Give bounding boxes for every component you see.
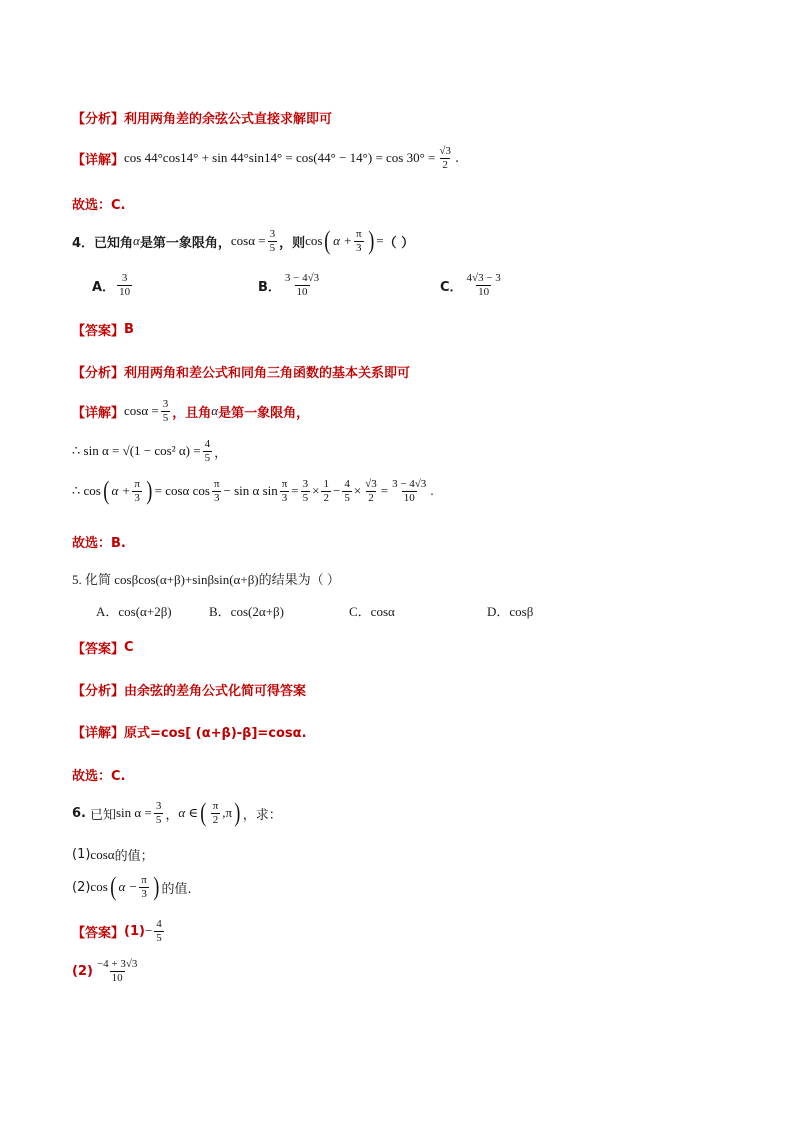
choose-text: 故选：C.	[72, 198, 126, 213]
q4-stem	[72, 228, 414, 254]
equals: =	[291, 483, 299, 499]
fraction-denominator: 2	[323, 491, 329, 504]
interval-end: ,π	[222, 805, 233, 821]
fraction-numerator: π	[281, 478, 288, 490]
q6-answer1	[72, 918, 166, 944]
option-fraction	[465, 272, 503, 298]
option-text: C．cosα	[349, 604, 395, 619]
detail-tag: 【详解】	[72, 405, 125, 421]
q4-option-b[interactable]	[258, 272, 323, 298]
interval-expression	[178, 800, 242, 826]
fraction-denominator: 10	[403, 491, 415, 504]
expand-sin: − sin α sin	[223, 483, 278, 499]
answer-label: (1)	[124, 923, 145, 939]
detail-result-fraction	[437, 145, 453, 171]
fraction-denominator: 5	[162, 411, 169, 424]
fraction-denominator: 2	[212, 813, 219, 826]
part-expression: cosα	[90, 846, 115, 862]
fraction-denominator: 10	[119, 285, 131, 298]
cos-alpha-fraction	[268, 228, 278, 254]
fraction-denominator: 10	[111, 971, 123, 984]
fraction-numerator: 3	[302, 478, 309, 490]
fraction-numerator: π	[134, 478, 140, 490]
fraction-numerator: √3	[365, 478, 377, 490]
fraction-denominator: 5	[155, 813, 162, 826]
inner-expression: α +	[111, 483, 131, 499]
right-paren: )	[153, 872, 160, 902]
answer-label: (2)	[72, 963, 93, 979]
root3-over-2	[363, 478, 379, 504]
inner-expression: α −	[118, 879, 138, 895]
times: ×	[353, 483, 362, 499]
q3-analysis	[72, 108, 332, 127]
detail-expression: cos 44°cos14° + sin 44°sin14° = cos(44° − 14°) = cos 30° =	[124, 150, 436, 166]
inner-expression: α +	[333, 233, 353, 249]
fraction-numerator: 1	[323, 478, 329, 490]
fraction-numerator: π	[356, 228, 362, 240]
fraction-numerator: 4	[204, 438, 211, 450]
part-label: (1)	[72, 847, 91, 862]
equals: =	[380, 483, 389, 499]
alpha-symbol: α	[133, 233, 140, 249]
pi-over-2	[211, 800, 221, 826]
fraction-denominator: 3	[213, 491, 220, 504]
fraction-denominator: 5	[269, 241, 276, 254]
fraction-denominator: 10	[478, 285, 490, 298]
part-tail: 的值；	[114, 849, 154, 864]
question-number: 6.	[72, 805, 86, 821]
analysis-tag: 【分析】	[72, 684, 125, 699]
choose-text: 故选：B.	[72, 536, 126, 551]
fraction-numerator: 4	[156, 918, 162, 930]
pi-over-3	[132, 478, 142, 504]
q4-choose	[72, 532, 126, 551]
left-paren: (	[110, 872, 117, 902]
final-derivation	[72, 478, 434, 504]
fraction-numerator: −4 + 3√3	[96, 958, 138, 970]
cos-alpha-fraction	[161, 398, 171, 424]
q5-analysis	[72, 680, 306, 699]
analysis-text: 利用两角和差公式和同角三角函数的基本关系即可	[124, 366, 411, 381]
q5-choose	[72, 765, 125, 784]
fraction-numerator: 3 − 4√3	[392, 478, 427, 490]
times: ×	[312, 483, 320, 499]
q3-detail	[72, 145, 459, 171]
fraction-numerator: π	[141, 874, 147, 886]
part-label: (2)	[72, 879, 91, 895]
q4-detail-line3	[72, 478, 434, 504]
left-paren: (	[103, 476, 110, 506]
left-paren: (	[324, 226, 331, 256]
cos-label: cos	[305, 233, 323, 249]
q6-part2	[72, 874, 192, 900]
sin-alpha: sin α =	[116, 805, 152, 821]
analysis-tag: 【分析】	[72, 112, 125, 127]
detail-tag: 【详解】	[72, 726, 125, 741]
pi-over-3	[354, 228, 364, 254]
analysis-tag: 【分析】	[72, 366, 125, 381]
sin-alpha-fraction	[154, 800, 164, 826]
q5-option-b[interactable]	[209, 601, 284, 620]
fraction-numerator: 4	[344, 478, 350, 490]
four-fifths	[342, 478, 352, 504]
q5-stem	[72, 569, 340, 588]
q3-choose	[72, 194, 125, 213]
fraction-numerator: √3	[439, 145, 451, 157]
option-label: C．	[440, 279, 463, 295]
answer-value: C	[124, 640, 134, 655]
detail-tail: ，且角	[172, 405, 212, 421]
answer-tag: 【答案】	[72, 925, 125, 941]
answer-tag: 【答案】	[72, 324, 125, 339]
minus: −	[332, 483, 341, 499]
part-tail: 的值.	[161, 881, 192, 897]
q4-analysis	[72, 362, 410, 381]
option-label: A．	[92, 279, 116, 295]
alpha-in: α ∈	[178, 805, 199, 821]
stem-prefix: 4．已知角	[72, 235, 134, 251]
q4-answer	[72, 320, 134, 339]
right-paren: )	[146, 476, 153, 506]
option-label: B．	[258, 279, 281, 295]
analysis-text: 由余弦的差角公式化简可得答案	[124, 684, 307, 699]
part-expression	[90, 874, 161, 900]
option-text: D．cosβ	[487, 604, 534, 619]
right-paren: )	[234, 798, 241, 828]
fraction-denominator: 2	[442, 158, 448, 171]
fraction-numerator: 3	[155, 800, 162, 812]
stem-suffix: ，求：	[242, 807, 282, 823]
analysis-text: 利用两角差的余弦公式直接求解即可	[124, 112, 333, 127]
q5-detail	[72, 722, 307, 741]
fraction-denominator: 10	[296, 285, 308, 298]
expand-cos: = cosα cos	[154, 483, 210, 499]
equals: =	[376, 233, 384, 249]
alpha-symbol: α	[211, 403, 219, 419]
option-text: B．cos(2α+β)	[209, 604, 284, 619]
fraction-denominator: 2	[368, 491, 374, 504]
stem-mid: 是第一象限角，	[139, 235, 231, 251]
comma: ，	[214, 445, 228, 461]
therefore-cos: ∴ cos	[72, 483, 101, 499]
detail-tail-2: 是第一象限角，	[218, 405, 310, 421]
q6-part1	[72, 845, 154, 864]
comma: ，	[165, 807, 179, 823]
fraction-denominator: 5	[156, 931, 162, 944]
fraction-denominator: 3	[281, 491, 288, 504]
fraction-denominator: 5	[204, 451, 211, 464]
fraction-numerator: 3 − 4√3	[284, 272, 320, 284]
answer-value: B	[124, 322, 134, 337]
q5-option-d[interactable]	[487, 601, 533, 620]
right-paren: )	[367, 226, 374, 256]
cos-expression	[305, 228, 383, 254]
fraction-numerator: 3	[121, 272, 128, 284]
stem-prefix: 已知	[89, 807, 116, 823]
fraction-numerator: 3	[269, 228, 276, 240]
answer-fraction	[95, 958, 139, 984]
fraction-denominator: 3	[141, 887, 147, 900]
q4-detail-line1	[72, 398, 309, 424]
fraction-denominator: 5	[302, 491, 309, 504]
period: .	[430, 483, 434, 499]
q4-detail-line2	[72, 438, 227, 464]
q5-answer	[72, 638, 134, 657]
minus-sign: −	[144, 923, 153, 939]
q6-stem	[72, 800, 282, 826]
q5-option-a[interactable]	[96, 601, 172, 620]
period: .	[454, 150, 460, 166]
pi-over-3	[139, 874, 149, 900]
sin-alpha-expression: ∴ sin α = √(1 − cos² α) =	[72, 443, 201, 459]
fraction-numerator: 3	[162, 398, 169, 410]
choose-text: 故选：C.	[72, 769, 126, 784]
detail-text: 原式=cos[ (α+β)-β]=cosα.	[124, 726, 307, 741]
answer-fraction	[154, 918, 164, 944]
pi-over-3	[280, 478, 290, 504]
option-text: A．cos(α+2β)	[96, 604, 172, 619]
q6-answer2	[72, 958, 141, 984]
detail-tag: 【详解】	[72, 152, 125, 168]
cos-label: cos	[90, 879, 108, 895]
cos-alpha: cosα =	[230, 233, 266, 249]
fraction-numerator: π	[213, 478, 220, 490]
sin-alpha-fraction	[203, 438, 213, 464]
fraction-denominator: 3	[134, 491, 140, 504]
option-fraction	[283, 272, 321, 298]
one-half	[321, 478, 331, 504]
fraction-denominator: 3	[356, 241, 362, 254]
q4-option-c[interactable]	[440, 272, 505, 298]
stem-text: 5. 化简 cosβcos(α+β)+sinβsin(α+β)的结果为（ ）	[72, 572, 340, 587]
result-fraction	[390, 478, 428, 504]
stem-then: ，则	[279, 235, 306, 251]
pi-over-3	[212, 478, 222, 504]
answer-tag: 【答案】	[72, 642, 125, 657]
answer-blank: （ ）	[383, 235, 415, 251]
option-fraction	[117, 272, 132, 298]
q4-option-a[interactable]	[92, 272, 134, 298]
three-fifths	[301, 478, 311, 504]
cos-alpha: cosα =	[124, 403, 159, 419]
q5-option-c[interactable]	[349, 601, 395, 620]
left-paren: (	[200, 798, 207, 828]
fraction-numerator: 4√3 − 3	[466, 272, 501, 284]
fraction-denominator: 5	[344, 491, 350, 504]
fraction-numerator: π	[212, 800, 219, 812]
